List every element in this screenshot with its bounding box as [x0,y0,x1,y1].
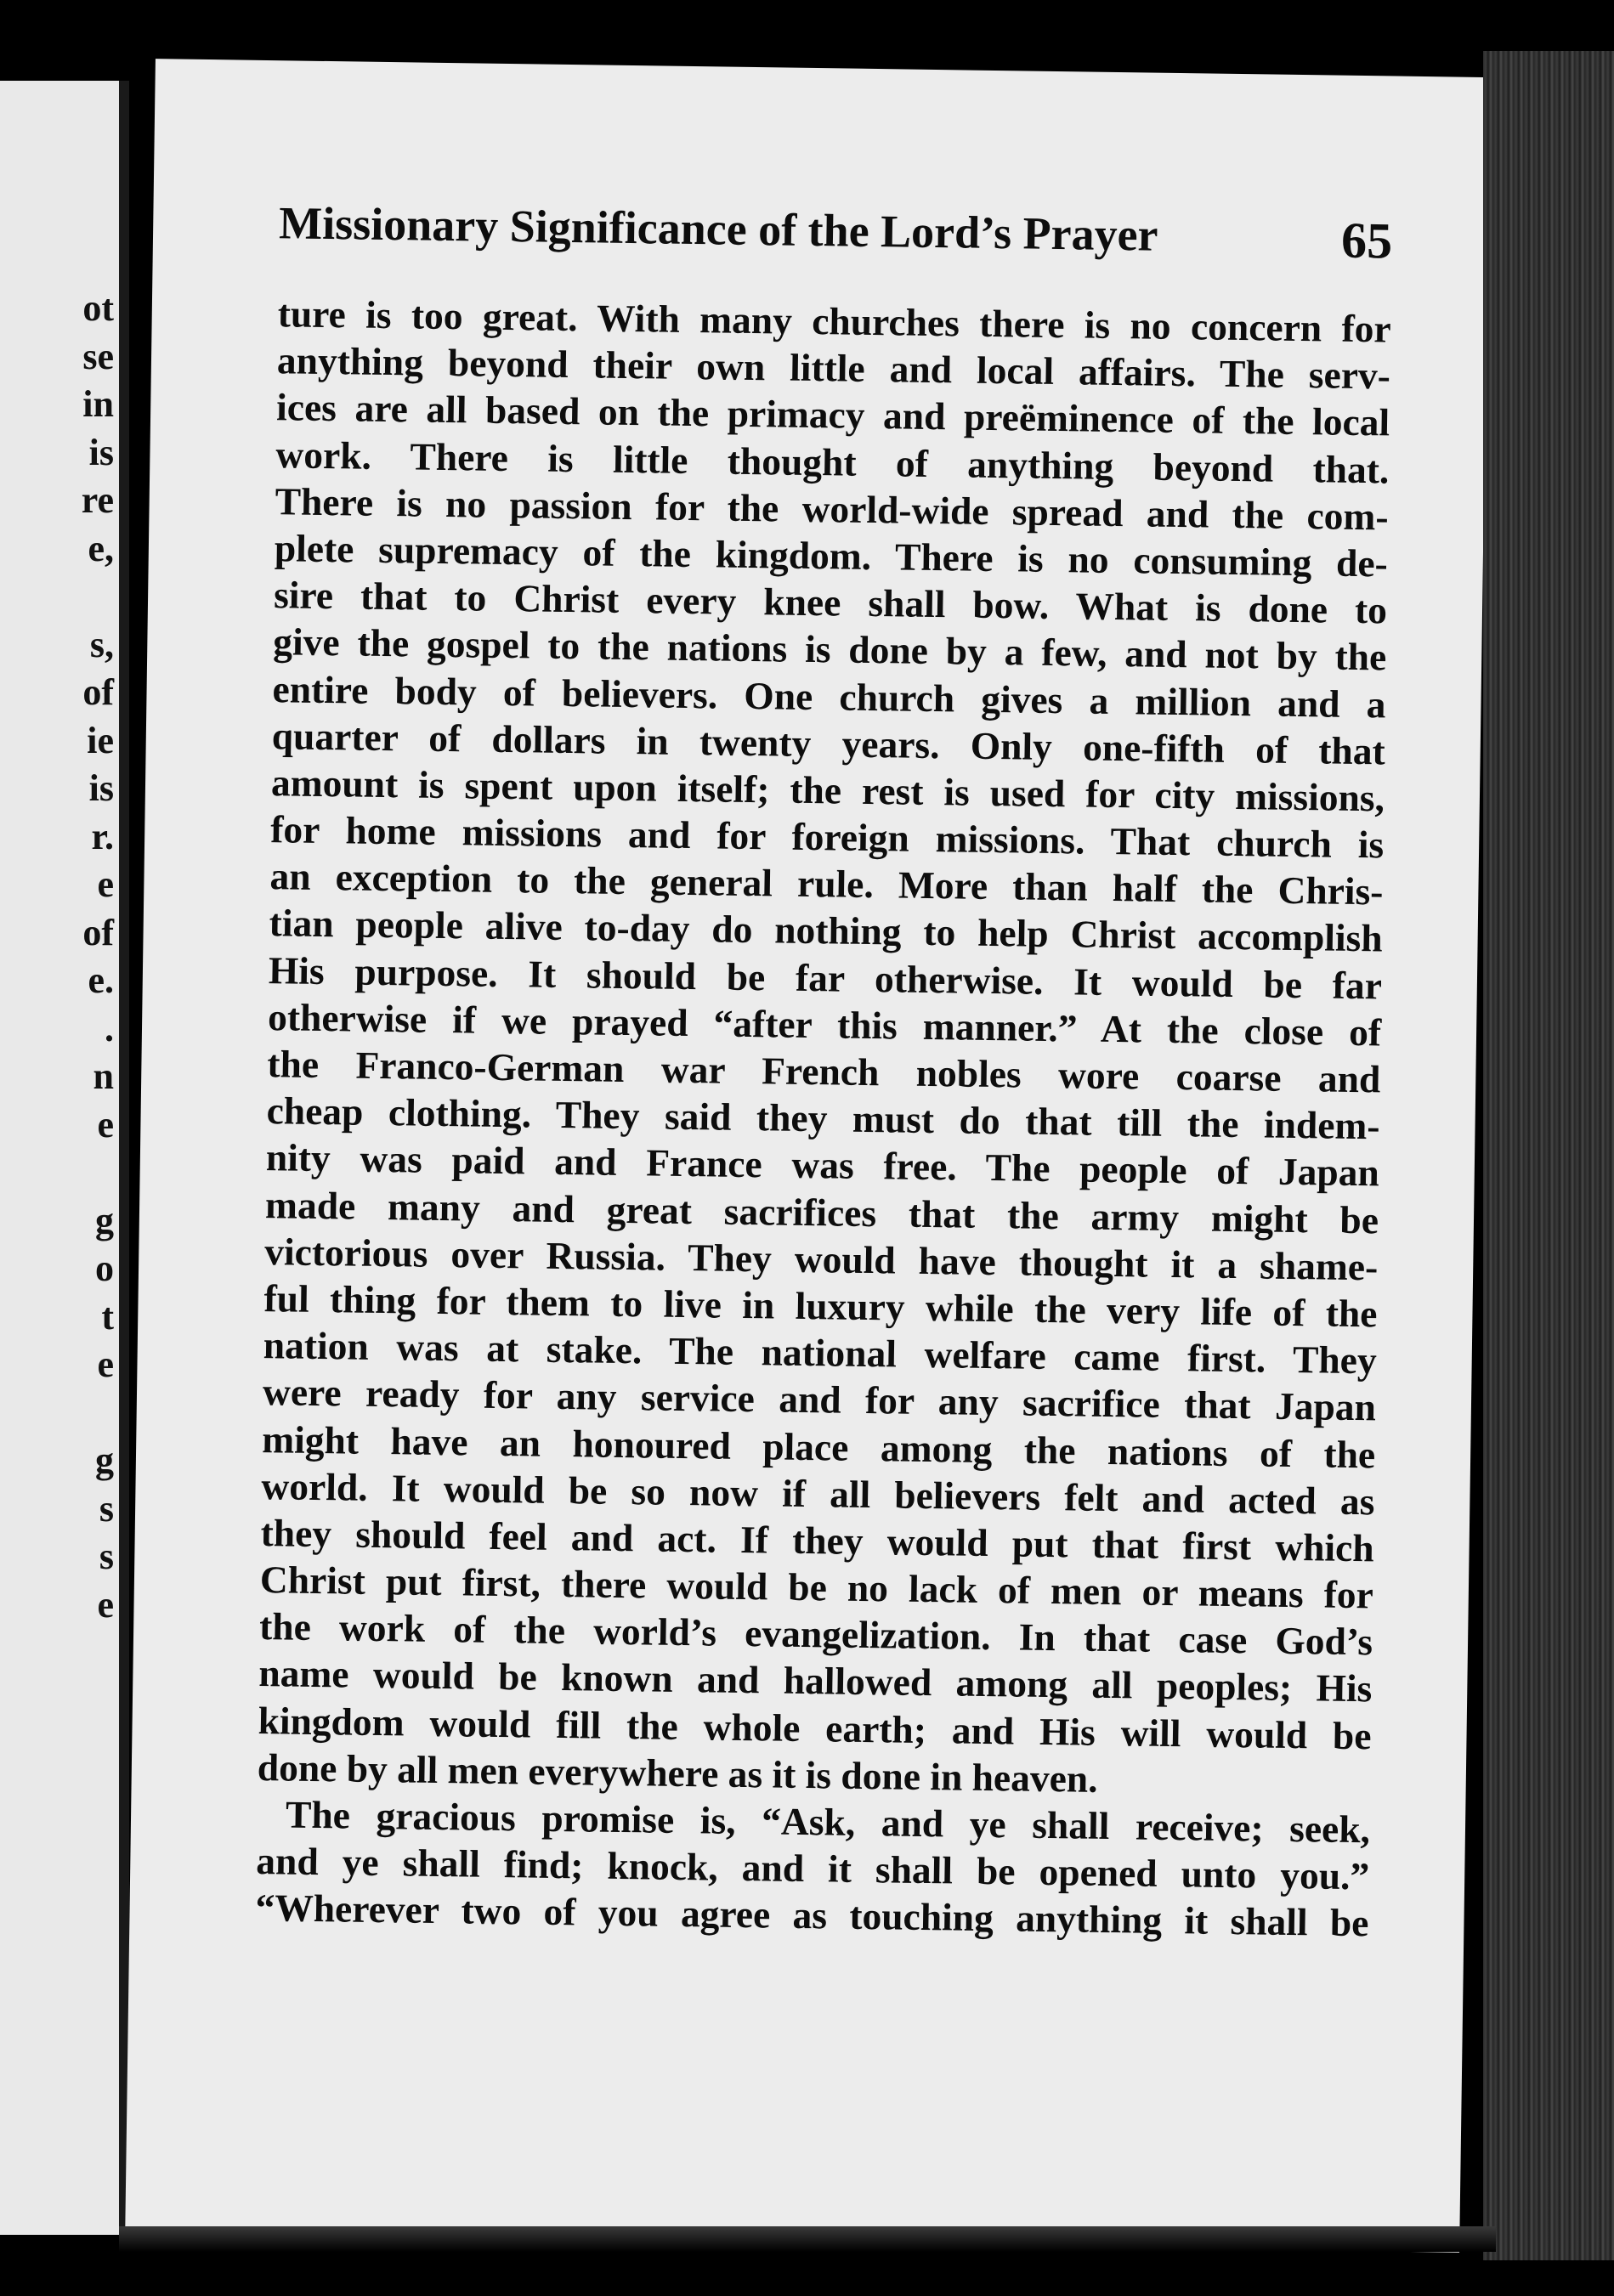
left-fragment: g [95,1439,114,1481]
left-page-text-fragments [0,285,117,1629]
left-fragment: e, [88,527,114,569]
left-fragment: g [95,1199,114,1241]
text-line: were ready for any service and for any sacrifice that Japan [262,1370,1377,1429]
text-line: work. There is little thought of anything beyond that. [275,432,1390,492]
text-line: world. It would be so now if all believers felt and acted as [261,1463,1375,1524]
page-number: 65 [1340,212,1393,269]
text-line-paragraph-start: The gracious promise is, “Ask, and ye shall receive; seek, [285,1792,1371,1852]
left-fragment: se [82,335,114,377]
text-line: Christ put first, there would be no lack of men or means for [259,1558,1374,1617]
text-line: anything beyond their own little and local affairs. The serv- [276,338,1391,398]
running-head-title: Missionary Significance of the Lord’s Prayer [278,197,1158,261]
text-line-paragraph-end: done by all men everywhere as it is done in heaven. [257,1745,1098,1801]
left-fragment [0,1389,117,1438]
left-fragment: s [99,1487,114,1530]
text-line: cheap clothing. They said they must do that till the indem- [266,1089,1380,1148]
text-line: might have an honoured place among the nations of the [261,1417,1376,1476]
left-fragment: n [93,1055,114,1097]
text-line: name would be known and hallowed among all peoples; His [258,1651,1373,1711]
left-fragment: s [99,1535,114,1577]
right-page [125,59,1490,2253]
text-line: nation was at stake. The national welfare came first. They [263,1323,1378,1383]
running-head [279,196,1393,280]
text-line: otherwise if we prayed “after this manner.” At the close of [267,994,1382,1055]
text-line: made many and great sacrifices that the army might be [264,1182,1379,1241]
left-fragment: t [101,1295,114,1337]
left-fragment: re [81,479,114,521]
text-line: kingdom would fill the whole earth; and His will would be [258,1698,1372,1757]
book-spine-edge [1483,51,1614,2260]
left-fragment: is [88,767,114,809]
left-fragment: e [97,1583,114,1626]
text-line: amount is spent upon itself; the rest is used for city missions, [270,761,1385,820]
text-line: give the gospel to the nations is done by a few, and not by the [273,619,1387,679]
text-line: nity was paid and France was free. The people of Japan [265,1135,1380,1195]
left-fragment: e [97,863,114,905]
left-fragment: o [95,1247,114,1289]
text-line: ices are all based on the primacy and preëminence of the local [275,385,1390,444]
left-fragment [0,573,117,621]
left-fragment: e. [88,959,114,1001]
text-line: for home missions and for foreign missions. That church is [269,807,1385,867]
text-line: they should feel and act. If they would put that first which [260,1510,1374,1570]
body-text [255,290,1391,1947]
text-line: quarter of dollars in twenty years. Only one-fifth of that [271,713,1386,773]
left-fragment: in [82,383,114,425]
text-line: His purpose. It should be far otherwise. It would be far [268,947,1383,1008]
left-fragment: r. [91,815,114,857]
text-line: There is no passion for the world-wide spread and the com- [275,478,1389,539]
text-line: tian people alive to-day do nothing to help Christ accomplish [269,901,1383,960]
left-fragment: of [82,911,114,953]
left-fragment: e [97,1103,114,1145]
text-line: ful thing for them to live in luxury while the very life of the [263,1276,1378,1336]
left-page-edge [0,81,129,2235]
page-bottom-shadow [119,2226,1496,2252]
left-fragment: e [97,1343,114,1385]
left-fragment: ie [87,719,114,761]
left-fragment [0,1149,117,1197]
left-fragment: is [88,431,114,473]
text-line: plete supremacy of the kingdom. There is no consuming de- [274,526,1389,585]
left-fragment: of [82,671,114,713]
text-line: entire body of believers. One church gives a million and a [272,666,1386,726]
text-line: ture is too great. With many churches there is no concern for [277,291,1392,351]
text-line: an exception to the general rule. More than half the Chris- [269,854,1384,913]
left-fragment: ot [82,287,114,329]
text-line: the work of the world’s evangelization. In that case God’s [258,1604,1373,1664]
left-fragment: s, [89,623,114,665]
text-line: sire that to Christ every knee shall bow. What is done to [273,573,1388,632]
text-line: the Franco-German war French nobles wore coarse and [267,1042,1381,1101]
text-line: victorious over Russia. They would have thought it a shame- [264,1229,1379,1289]
text-line: and ye shall find; knock, and it shall be opened unto you.” [255,1839,1370,1898]
text-line: “Wherever two of you agree as touching anything it shall be [255,1886,1369,1945]
left-fragment: . [105,1007,114,1049]
